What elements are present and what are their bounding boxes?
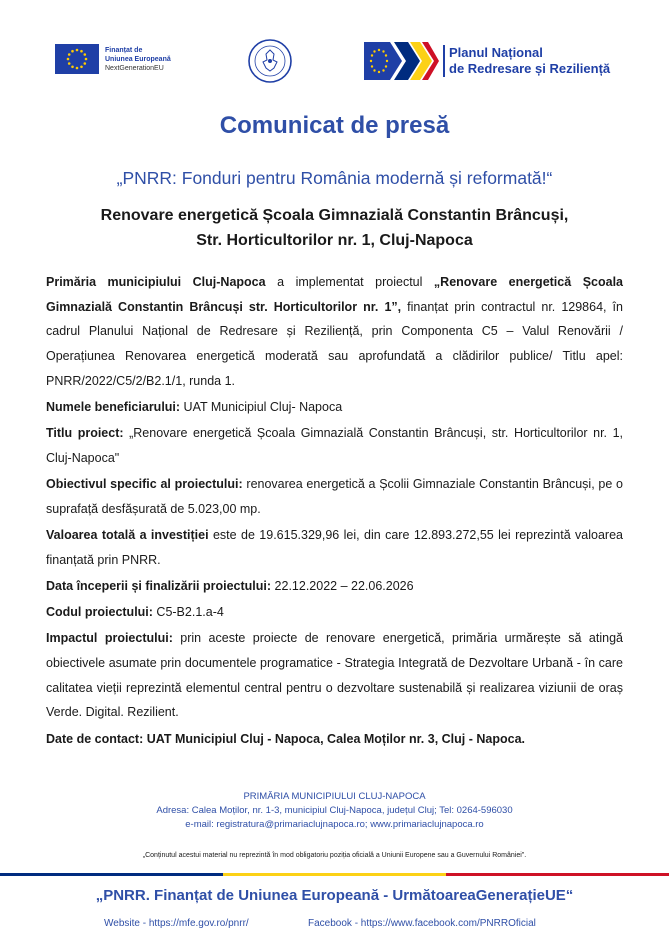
romanian-government-seal-icon xyxy=(247,38,293,84)
website-link[interactable]: Website - https://mfe.gov.ro/pnrr/ xyxy=(104,918,249,929)
intro-text-2: finanțat prin contractul nr. 129864, în cadrul Planului Național de Redresare și Reziliență, prin Componenta C5 – Valul Renovării / Operațiunea Renovarea energetică moderată sau aprofundată a clădirilor publice/ Titlu apel: PNRR/2022/C5/2/B2.1/1, runda 1. xyxy=(46,299,623,388)
tricolor-divider xyxy=(0,873,669,876)
contact-paragraph xyxy=(46,727,623,752)
pnrr-logo-line2: de Redresare și Reziliență xyxy=(449,61,611,76)
pnrr-logo-line1: Planul Național xyxy=(449,45,543,60)
impact-value: prin aceste proiecte de renovare energetică, primăria urmărește să atingă obiectivele asumate prin documentele programatice - Strategia Integrată de Dezvoltare Urbană - în care calitatea vieții reprezintă elementul central pentru o dezvoltare sustenabilă și realizarea viziunii de oraș Verde. Digital. Rezilient. xyxy=(46,631,623,720)
eu-flag-icon xyxy=(55,44,99,74)
beneficiary-label: Numele beneficiarului: xyxy=(46,400,181,415)
intro-beneficiary: Primăria municipiului Cluj-Napoca xyxy=(46,275,266,289)
value-value: este de 19.615.329,96 lei, din care 12.893.272,55 lei reprezintă valoarea finanțată prin PNRR. xyxy=(46,528,623,567)
project-title-line2: Str. Horticultorilor nr. 1, Cluj-Napoca xyxy=(196,232,473,249)
footer-org-name: PRIMĂRIA MUNICIPIULUI CLUJ-NAPOCA xyxy=(243,791,426,802)
press-release-body xyxy=(46,270,623,753)
beneficiary-value: UAT Municipiul Cluj- Napoca xyxy=(180,400,343,415)
logo-header xyxy=(0,36,669,86)
project-name-paragraph xyxy=(46,421,623,470)
dates-value: 22.12.2022 – 22.06.2026 xyxy=(271,578,414,593)
dates-paragraph xyxy=(46,574,623,599)
value-paragraph xyxy=(46,523,623,572)
page-title: Comunicat de presă xyxy=(219,112,450,139)
eu-funding-logo xyxy=(55,44,171,74)
project-name-label: Titlu proiect: xyxy=(46,426,124,441)
pnrr-flag-arrows-icon xyxy=(364,40,439,82)
code-value: C5-B2.1.a-4 xyxy=(152,605,224,620)
facebook-link[interactable]: Facebook - https://www.facebook.com/PNRROficial xyxy=(308,918,536,929)
contact-text: Date de contact: UAT Municipiul Cluj - Napoca, Calea Moților nr. 3, Cluj - Napoca. xyxy=(46,731,525,746)
objective-label: Obiectivul specific al proiectului: xyxy=(46,477,243,492)
eu-logo-line2: Uniunea Europeană xyxy=(105,55,171,63)
page-subtitle: „PNRR: Fonduri pentru România modernă și reformată!“ xyxy=(116,168,553,188)
eu-logo-line3: NextGenerationEU xyxy=(105,64,164,72)
impact-paragraph xyxy=(46,626,623,725)
beneficiary-paragraph xyxy=(46,395,623,420)
intro-paragraph xyxy=(46,270,623,394)
footer-address: Adresa: Calea Moților, nr. 1-3, municipiul Cluj-Napoca, județul Cluj; Tel: 0264-596030 xyxy=(156,805,513,816)
disclaimer: „Conținutul acestui material nu reprezintă în mod obligatoriu poziția oficială a Uniunii Europene sau a Guvernului României". xyxy=(142,852,527,859)
bottom-slogan: „PNRR. Finanțat de Uniunea Europeană - UrmătoareaGenerațieUE“ xyxy=(95,887,574,904)
eu-logo-text xyxy=(105,46,171,73)
dates-label: Data începerii și finalizării proiectului: xyxy=(46,578,272,593)
intro-text-1: a implementat proiectul xyxy=(265,275,434,289)
code-label: Codul proiectului: xyxy=(46,605,153,620)
project-name-value: „Renovare energetică Școala Gimnazială Constantin Brâncuși, str. Horticultorilor nr. 1, Cluj-Napoca" xyxy=(46,426,623,465)
footer-email: e-mail: registratura@primariaclujnapoca.ro; www.primariaclujnapoca.ro xyxy=(185,819,484,830)
eu-logo-line1: Finanțat de xyxy=(105,46,143,54)
impact-label: Impactul proiectului: xyxy=(46,631,173,646)
value-label: Valoarea totală a investiției xyxy=(46,528,209,543)
footer-organization xyxy=(0,790,669,832)
pnrr-logo xyxy=(364,40,610,82)
objective-value: renovarea energetică a Școlii Gimnaziale Constantin Brâncuși, pe o suprafață desfășurată de 5.023,00 mp. xyxy=(46,477,623,516)
project-title xyxy=(0,203,669,253)
pnrr-logo-text xyxy=(443,45,610,77)
project-title-line1: Renovare energetică Școala Gimnazială Constantin Brâncuși, xyxy=(100,207,569,224)
objective-paragraph xyxy=(46,472,623,521)
intro-project-name: „Renovare energetică Școala Gimnazială Constantin Brâncuși str. Horticultorilor nr. 1”, xyxy=(46,275,623,314)
code-paragraph xyxy=(46,600,623,625)
